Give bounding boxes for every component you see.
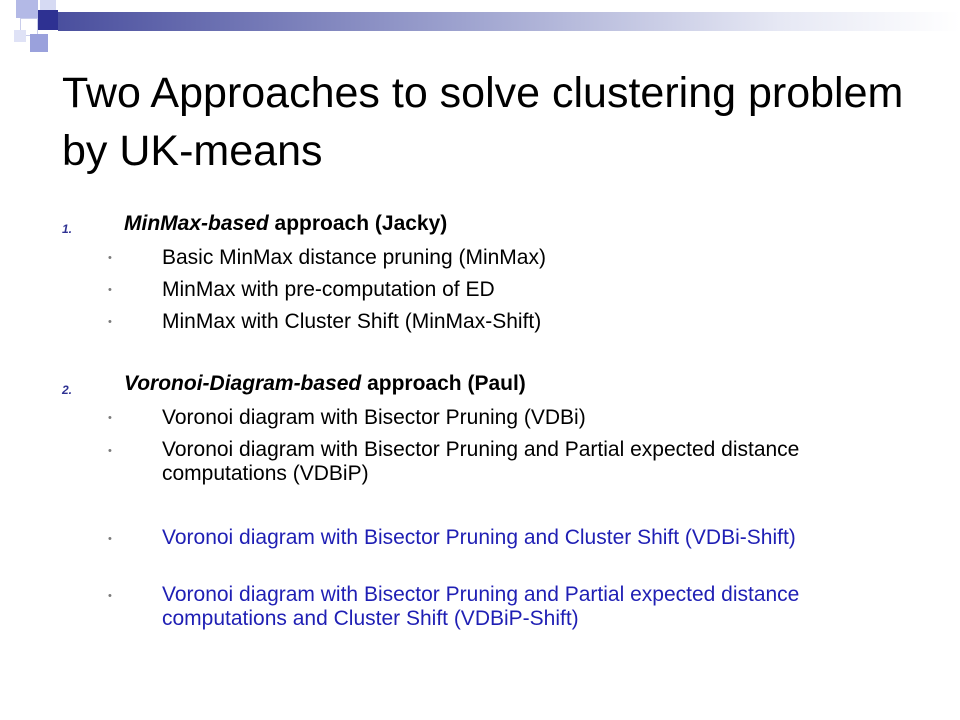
section-heading-text: approach (Jacky)	[268, 212, 448, 235]
bullet-icon: •	[108, 412, 112, 424]
bullet-icon: •	[108, 445, 112, 457]
list-item: MinMax with pre-computation of ED	[162, 278, 495, 301]
slide-title: Two Approaches to solve clustering problem by UK-means	[62, 69, 904, 175]
section-number: 2.	[62, 383, 73, 397]
bullet-icon: •	[108, 533, 112, 545]
section-number: 1.	[62, 222, 73, 236]
list-item-highlighted: Voronoi diagram with Bisector Pruning and Cluster Shift (VDBi-Shift)	[162, 526, 796, 549]
bullet-icon: •	[108, 590, 112, 602]
list-item: Basic MinMax distance pruning (MinMax)	[162, 246, 546, 269]
list-item: Voronoi diagram with Bisector Pruning and Partial expected distance computations (VDBiP)	[162, 438, 800, 485]
section-heading-text: approach (Paul)	[361, 372, 526, 395]
bullet-icon: •	[108, 316, 112, 328]
list-item: Voronoi diagram with Bisector Pruning (VDBi)	[162, 406, 586, 429]
list-item-highlighted: Voronoi diagram with Bisector Pruning and Partial expected distance computations and Cluster Shift (VDBiP-Shift)	[162, 583, 800, 630]
bullet-icon: •	[108, 284, 112, 296]
section-heading	[124, 212, 447, 236]
bullet-icon: •	[108, 252, 112, 264]
section-heading	[124, 372, 526, 396]
section-heading-italic: MinMax-based	[124, 212, 269, 235]
section-heading-italic: Voronoi-Diagram-based	[124, 372, 362, 395]
list-item: MinMax with Cluster Shift (MinMax-Shift)	[162, 310, 542, 333]
